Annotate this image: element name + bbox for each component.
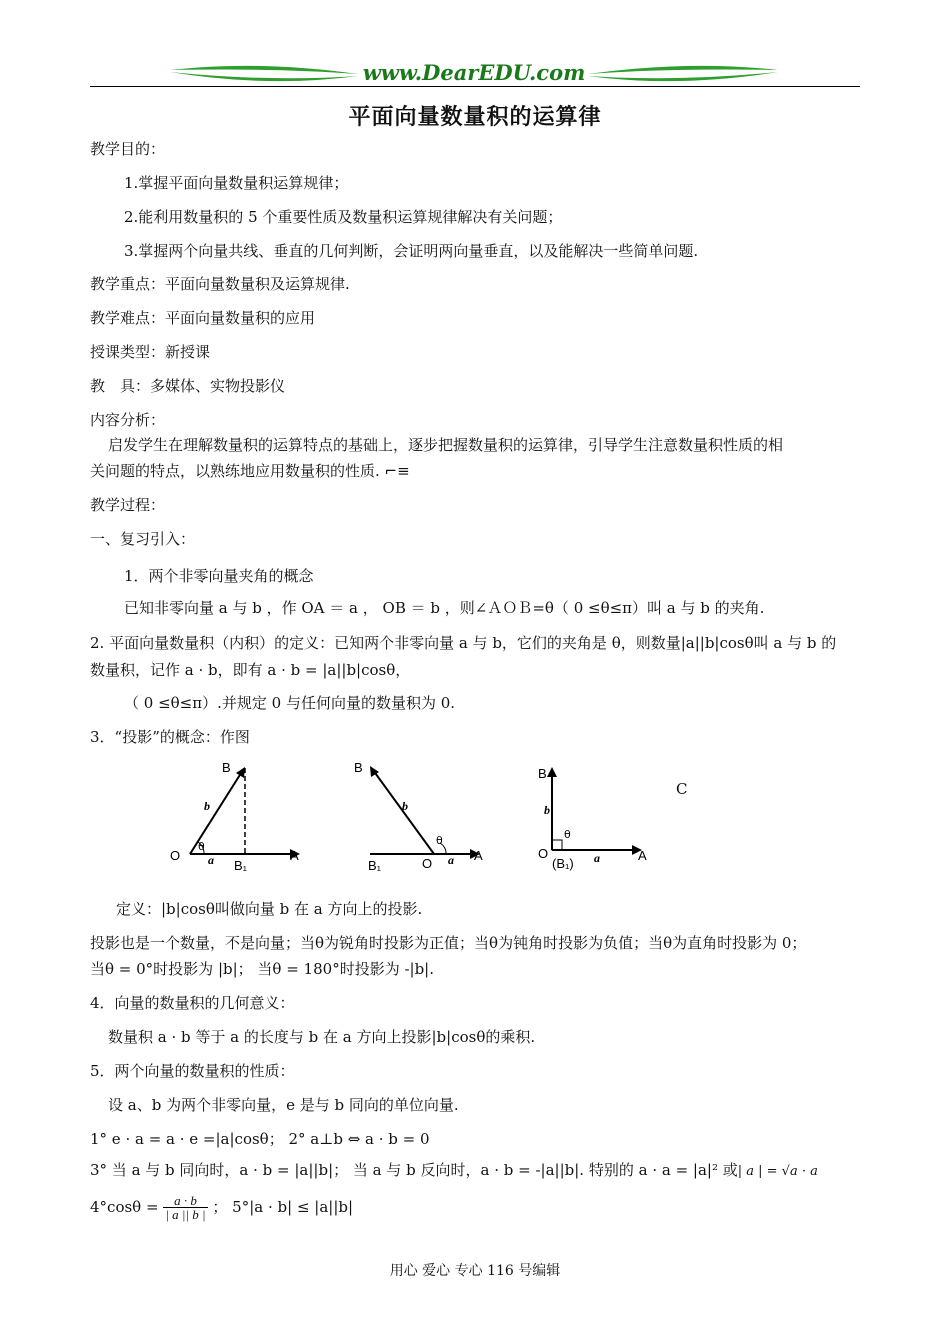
item2-line: 2. 平面向量数量积（内积）的定义：已知两个非零向量 a 与 b，它们的夹角是 θ，则数量|a||b|cosθ叫 a 与 b 的 (90, 634, 837, 652)
label-vec-a: a (208, 853, 214, 867)
difficulty: 教学难点：平面向量数量积的应用 (90, 309, 316, 327)
analysis-line: 关问题的特点，以熟练地应用数量积的性质. ⌐≡ (90, 462, 410, 480)
fraction-numerator: a · b (163, 1194, 207, 1208)
projection-definition: 定义：|b|cosθ叫做向量 b 在 a 方向上的投影. (116, 900, 423, 918)
label-b1: B₁ (234, 858, 248, 873)
cos-fraction (163, 1194, 207, 1221)
objective-item: 1.掌握平面向量数量积运算规律； (124, 174, 349, 192)
item5-intro: 设 a、b 为两个非零向量，e 是与 b 同向的单位向量. (108, 1096, 459, 1114)
label-o: O (170, 848, 181, 863)
objective-item: 2.能利用数量积的 5 个重要性质及数量积运算规律解决有关问题； (124, 208, 563, 226)
page-title: 平面向量数量积的运算律 (348, 105, 602, 130)
property-4-prefix: 4°cosθ = (90, 1198, 159, 1216)
label-vec-b: b (204, 799, 210, 813)
lesson-type: 授课类型：新授课 (90, 343, 211, 361)
label-b1: B₁ (368, 858, 382, 873)
item2-line: 数量积，记作 a · b，即有 a · b = |a||b|cosθ， (90, 661, 411, 679)
label-a-point: A (290, 848, 299, 863)
figure-label-c: C (676, 780, 688, 798)
projection-figure-obtuse (350, 758, 500, 873)
projection-text: 投影也是一个数量，不是向量；当θ为锐角时投影为正值；当θ为钝角时投影为负值；当θ为直角时投影为 0； (90, 934, 807, 952)
projection-text: 当θ = 0°时投影为 |b|； 当θ = 180°时投影为 -|b|. (90, 960, 435, 978)
page-footer: 用心 爱心 专心 116 号编辑 (389, 1263, 561, 1279)
label-vec-b: b (402, 799, 408, 813)
fraction-denominator: | a || b | (165, 1207, 206, 1222)
header-logo (168, 58, 780, 88)
item3-heading: 3．“投影”的概念：作图 (90, 728, 250, 746)
projection-figure-right (532, 758, 672, 873)
property-5: ； 5°|a · b| ≤ |a||b| (212, 1198, 354, 1216)
analysis-line: 启发学生在理解数量积的运算特点的基础上，逐步把握数量积的运算律，引导学生注意数量积性质的相 (108, 436, 784, 454)
property-3-text: 3° 当 a 与 b 同向时，a · b = |a||b|； 当 a 与 b 反向时，a · b = -|a||b|. 特别的 a · a = |a|² 或 (90, 1161, 738, 1179)
label-a-point: A (638, 848, 647, 863)
header-rule (90, 86, 860, 87)
property-4-5 (90, 1194, 353, 1221)
property-3-tail: | a | = √a · a (737, 1164, 818, 1179)
item2-line: （ 0 ≤θ≤π）.并规定 0 与任何向量的数量积为 0. (124, 694, 456, 712)
label-b-point: B (222, 760, 231, 775)
item1-heading: 1．两个非零向量夹角的概念 (124, 567, 314, 585)
item4-heading: 4．向量的数量积的几何意义： (90, 994, 295, 1012)
label-o: O (538, 846, 549, 861)
property-1-2: 1° e · a = a · e =|a|cosθ； 2° a⊥b ⇔ a · b = 0 (90, 1130, 430, 1148)
item5-heading: 5．两个向量的数量积的性质： (90, 1062, 295, 1080)
process-heading: 教学过程： (90, 496, 166, 514)
objectives-heading: 教学目的： (90, 140, 166, 158)
item4-text: 数量积 a · b 等于 a 的长度与 b 在 a 方向上投影|b|cosθ的乘积. (108, 1028, 536, 1046)
section-heading: 一、复习引入： (90, 530, 196, 548)
label-theta: θ (564, 828, 571, 841)
label-b-point: B (354, 760, 363, 775)
analysis-heading: 内容分析： (90, 411, 166, 429)
key-point: 教学重点：平面向量数量积及运算规律. (90, 275, 350, 293)
label-a-point: A (474, 848, 483, 863)
item1-text: 已知非零向量 a 与 b ，作 OA ＝ a ， OB ＝ b ，则∠ＡＯＢ=θ（ 0 ≤θ≤π）叫 a 与 b 的夹角. (124, 599, 765, 617)
logo-text: www.DearEDU.com (362, 60, 586, 85)
objective-item: 3.掌握两个向量共线、垂直的几何判断，会证明两向量垂直，以及能解决一些简单问题. (124, 242, 699, 260)
label-b1: (B₁) (552, 856, 574, 871)
label-vec-a: a (594, 851, 600, 865)
label-theta: θ (198, 840, 205, 853)
label-b-point: B (538, 766, 547, 781)
label-theta: θ (436, 834, 443, 847)
projection-figure-acute (160, 758, 310, 873)
teaching-tools: 教 具：多媒体、实物投影仪 (90, 377, 286, 395)
label-vec-b: b (544, 803, 550, 817)
property-3 (90, 1159, 818, 1180)
label-vec-a: a (448, 853, 454, 867)
label-o: O (422, 856, 433, 871)
